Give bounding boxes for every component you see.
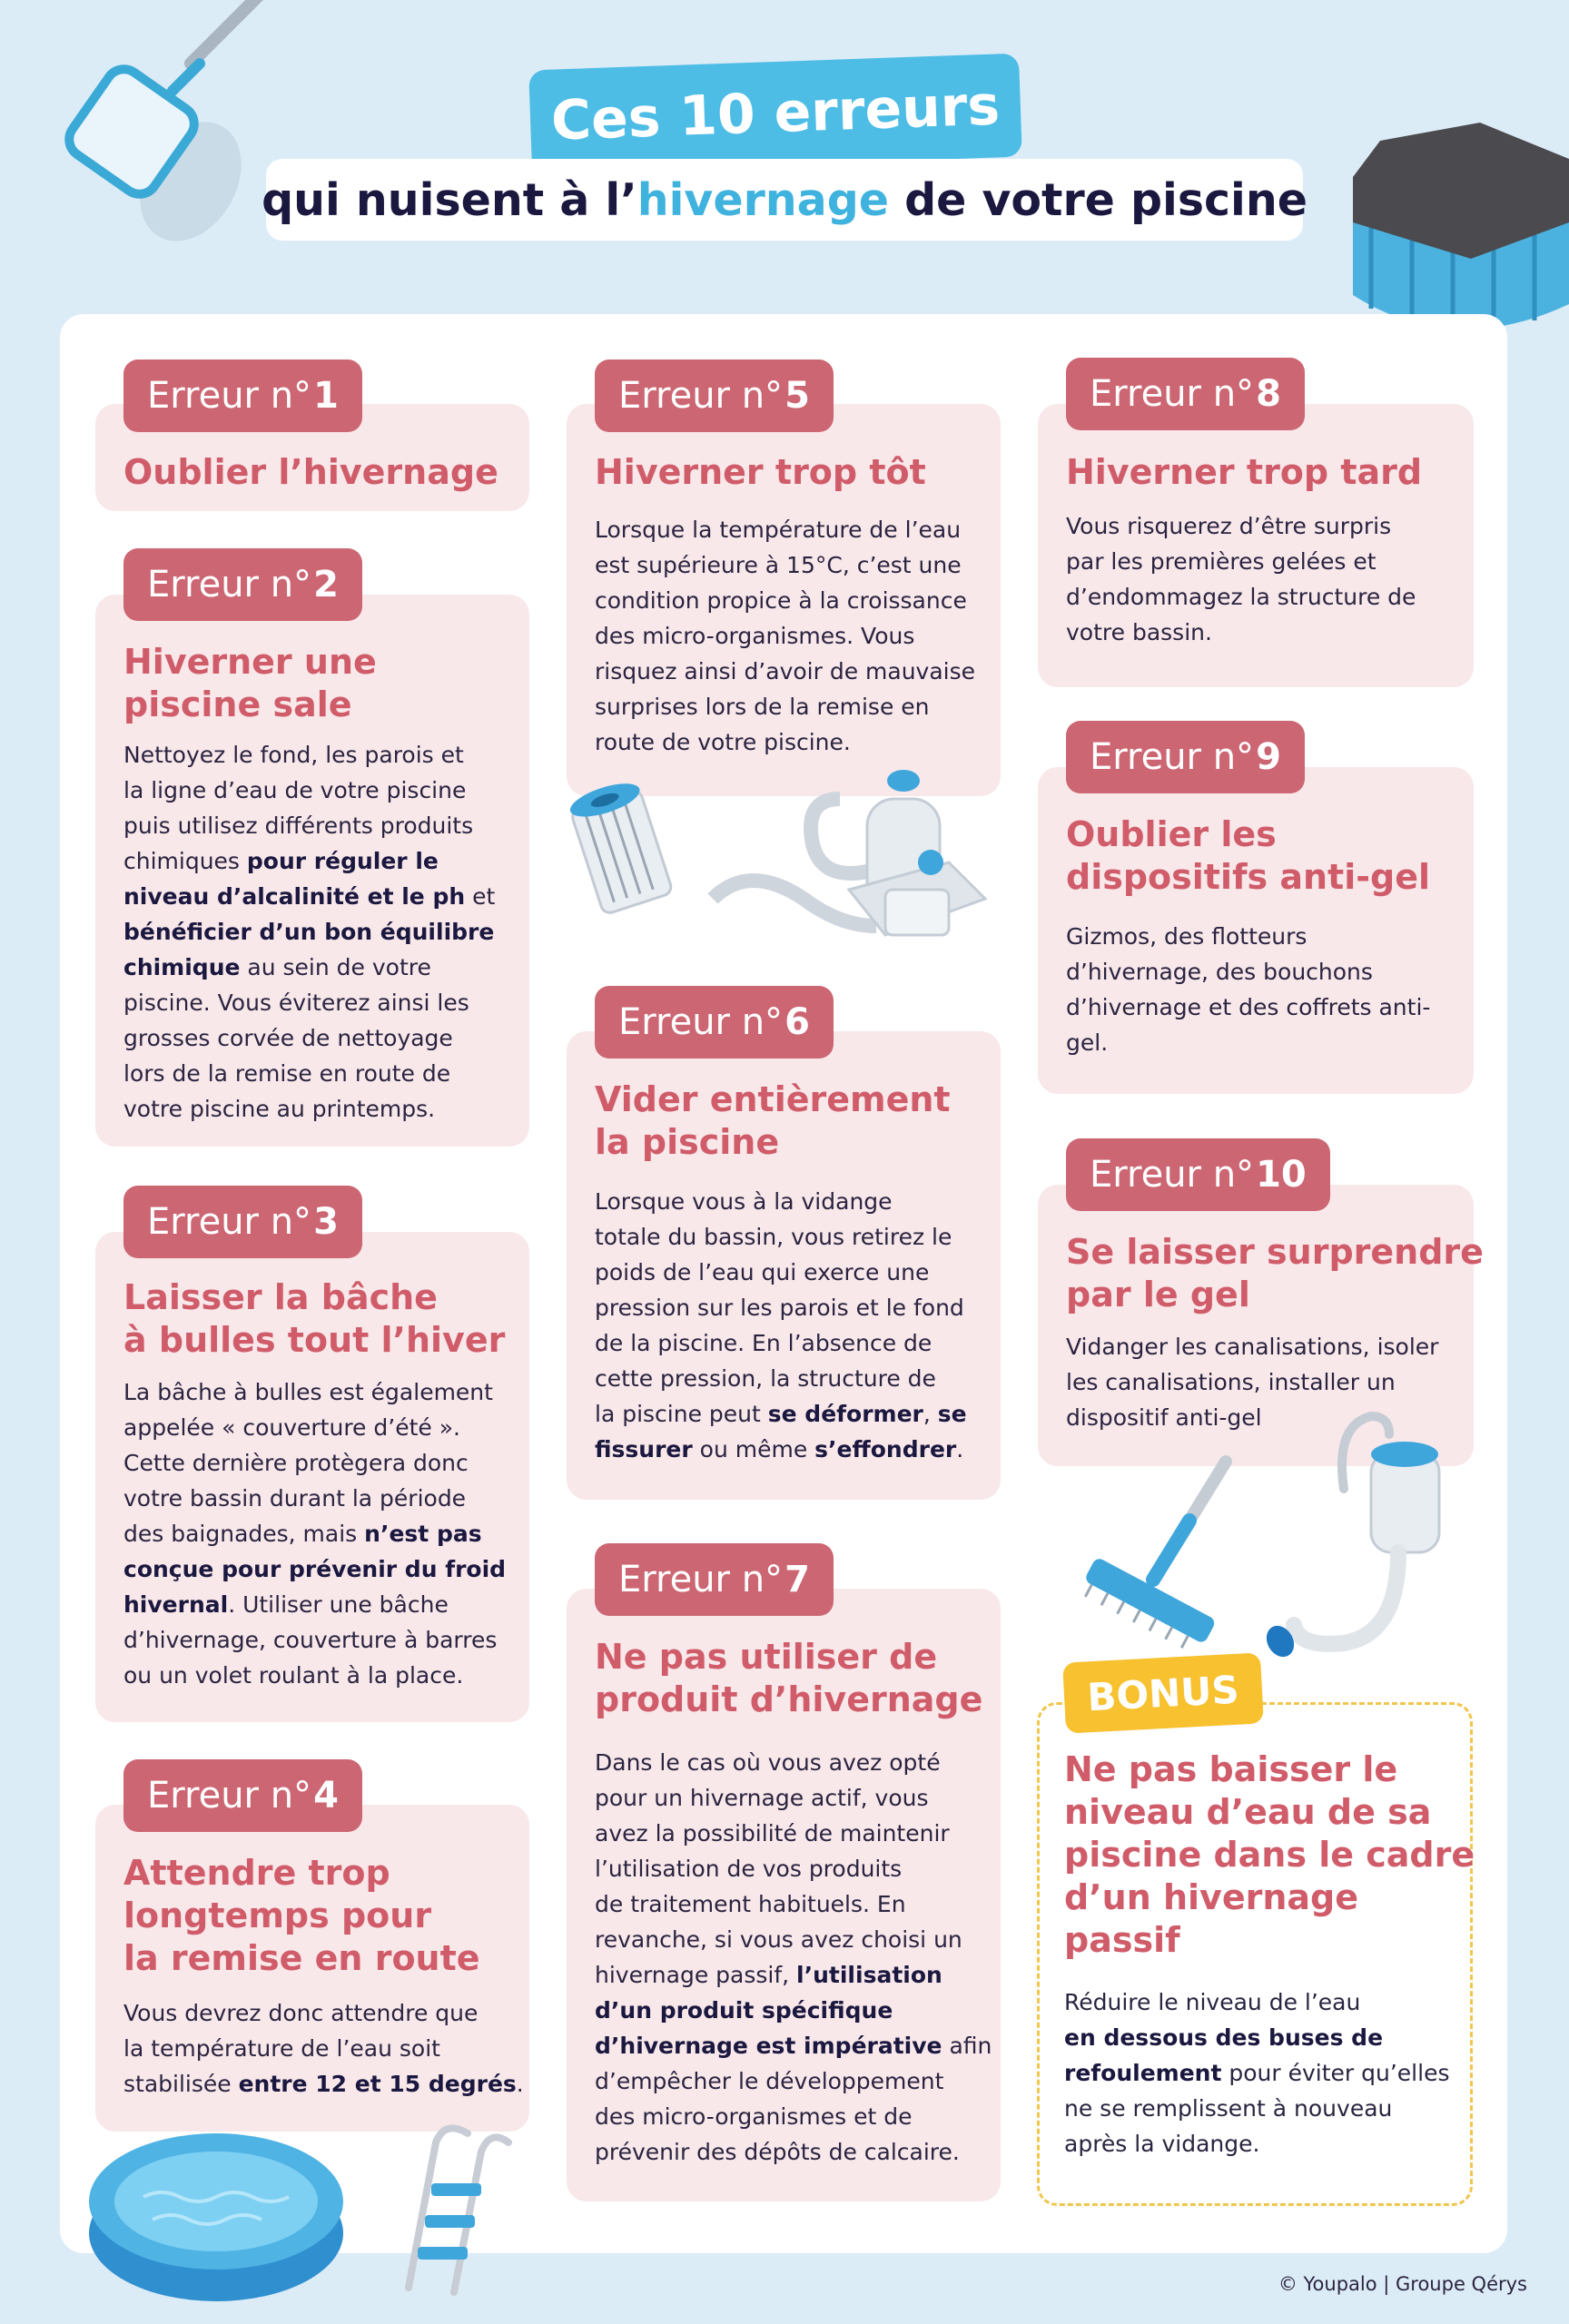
body-line: de traitement habituels. En [595,1891,906,1917]
body-line: ou un volet roulant à la place. [123,1662,464,1689]
body-text: ou même [692,1436,815,1462]
badge-prefix: Erreur n° [618,375,784,417]
body-line: votre bassin durant la période [123,1485,467,1512]
body-text: afin [942,2033,992,2059]
body-line [595,1957,992,1993]
body-text: la piscine peut [595,1401,768,1427]
error-badge-5 [595,359,834,432]
body-bold: niveau d’alcalinité et le ph [123,883,466,910]
body-line: piscine. Vous éviterez ainsi les [123,990,469,1016]
body-line [595,1432,967,1467]
error-title-8 [1066,451,1422,494]
title-line: Vider entièrement [595,1079,951,1119]
body-line: risquez ainsi d’avoir de mauvaise [595,658,976,684]
body-line: puis utilisez différents produits [123,812,474,839]
error-badge-10 [1066,1138,1330,1211]
error-badge-2 [123,548,362,621]
error-title-2 [123,641,377,726]
body-line: après la vidange. [1064,2131,1260,2157]
body-line: Vous risquerez d’être surpris [1066,513,1392,539]
body-line: des micro-organismes. Vous [595,623,915,649]
badge-number: 7 [784,1559,810,1600]
body-line: avez la possibilité de maintenir [595,1820,950,1846]
body-line [595,1396,967,1432]
body-line: prévenir des dépôts de calcaire. [595,2139,960,2165]
error-body-7 [595,1745,992,2170]
title-line: à bulles tout l’hiver [123,1320,506,1360]
body-line [1064,2055,1449,2091]
subtitle-before: qui nuisent à l’ [262,173,637,226]
error-title-9 [1066,813,1430,899]
badge-prefix: Erreur n° [147,564,312,606]
body-line [595,2028,992,2063]
badge-prefix: Erreur n° [1090,736,1255,778]
body-line: revanche, si vous avez choisi un [595,1926,962,1953]
body-bold: n’est pas [364,1521,482,1547]
body-line [123,2066,524,2102]
title-line: piscine dans le cadre [1064,1835,1475,1875]
body-line: gel. [1066,1029,1109,1056]
body-text: et [465,883,496,910]
error-badge-3 [123,1186,362,1258]
body-bold: s’effondrer [814,1436,957,1462]
title-line: Oublier l’hivernage [123,452,498,492]
body-line [123,1587,506,1622]
body-line: Réduire le niveau de l’eau [1064,1989,1361,2015]
body-line: grosses corvée de nettoyage [123,1025,453,1051]
body-line-bold: bénéficier d’un bon équilibre [123,919,495,945]
error-title-5 [595,451,926,494]
title-line: produit d’hivernage [595,1679,983,1719]
body-line: dispositif anti-gel [1066,1404,1262,1431]
error-body-2 [123,737,495,1127]
body-line: d’empêcher le développement [595,2068,944,2094]
badge-prefix: Erreur n° [1090,373,1255,415]
body-line: totale du bassin, vous retirez le [595,1224,952,1250]
body-bold: entre 12 et 15 degrés [238,2071,517,2097]
body-bold: l’utilisation [796,1962,942,1988]
body-text: hivernage passif, [595,1962,797,1988]
title-line: niveau d’eau de sa [1064,1792,1432,1832]
body-line: par les premières gelées et [1066,548,1377,575]
body-text: . Utiliser une bâche [228,1591,449,1618]
brush-skimmer-illustration [1071,1398,1453,1698]
bonus-label: BONUS [1086,1667,1240,1719]
body-text: . [516,2071,524,2097]
title-line: Ne pas utiliser de [595,1637,938,1677]
badge-number: 10 [1256,1154,1307,1196]
subtitle-highlight: hivernage [636,173,890,226]
error-badge-9 [1066,721,1305,793]
error-body-8 [1066,508,1416,650]
title-line: Se laisser surprendre [1066,1232,1484,1272]
title-line: dispositifs anti-gel [1066,857,1431,897]
body-bold: d’hivernage est impérative [595,2033,942,2059]
main-title-banner [528,54,1022,174]
body-bold: fissurer [595,1436,693,1462]
body-line: pression sur les parois et le fond [595,1295,964,1321]
badge-number: 2 [313,564,339,606]
body-text: . [956,1436,964,1462]
error-title-1 [123,451,498,494]
body-line: route de votre piscine. [595,729,851,755]
error-badge-7 [595,1543,834,1616]
body-line: ne se remplissent à nouveau [1064,2095,1393,2122]
body-line: d’hivernage, couverture à barres [123,1627,498,1653]
pool-ladder-illustration [381,2115,527,2297]
body-bold: se déformer [767,1401,923,1427]
main-title: Ces 10 erreurs [549,74,1002,153]
error-title-6 [595,1078,951,1164]
title-line: d’un hivernage [1064,1877,1359,1917]
body-line: de la piscine. En l’absence de [595,1330,933,1356]
body-line: la température de l’eau soit [123,2035,440,2062]
title-line: la remise en route [123,1938,480,1978]
title-line: passif [1064,1920,1180,1960]
body-line-bold: conçue pour prévenir du froid [123,1556,507,1582]
badge-number: 9 [1256,736,1281,778]
body-bold: pour réguler le [246,848,439,874]
error-body-5 [595,512,975,760]
body-line: pour un hivernage actif, vous [595,1785,929,1811]
body-line: surprises lors de la remise en [595,694,930,720]
badge-prefix: Erreur n° [618,1559,784,1600]
badge-number: 6 [784,1001,810,1043]
error-badge-8 [1066,358,1305,430]
body-text: au sein de votre [240,954,431,980]
subtitle-after: de votre piscine [889,173,1308,226]
body-line [123,1516,506,1551]
error-title-4 [123,1852,480,1980]
body-text: des baignades, mais [123,1521,365,1547]
error-badge-6 [595,986,834,1059]
bonus-badge [1062,1652,1264,1733]
body-line: est supérieure à 15°C, c’est une [595,552,962,578]
title-line: Hiverner trop tôt [595,452,926,492]
body-bold: chimique [123,954,241,980]
error-title-7 [595,1636,982,1721]
title-line: la piscine [595,1122,780,1162]
badge-prefix: Erreur n° [147,1775,312,1817]
error-badge-1 [123,359,362,432]
body-line: Vidanger les canalisations, isoler [1066,1334,1439,1360]
badge-prefix: Erreur n° [1090,1154,1255,1196]
body-line: lors de la remise en route de [123,1060,451,1087]
body-bold: se [937,1401,967,1427]
badge-prefix: Erreur n° [147,375,312,417]
body-text: stabilisée [123,2071,239,2097]
body-line: Gizmos, des flotteurs [1066,923,1308,950]
body-line [123,879,495,914]
body-line: d’hivernage, des bouchons [1066,959,1373,985]
body-line [123,843,495,879]
title-line: Hiverner trop tard [1066,452,1423,492]
body-line: Nettoyez le fond, les parois et [123,742,464,768]
title-line: Laisser la bâche [123,1277,438,1317]
inflatable-pool-illustration [80,2115,352,2315]
body-line: votre bassin. [1066,619,1212,645]
badge-number: 4 [313,1775,339,1817]
subtitle-banner [262,159,1308,241]
body-text: , [923,1401,938,1427]
title-line: longtemps pour [123,1896,432,1935]
body-line: cette pression, la structure de [595,1365,936,1392]
filter-pump-illustration [567,763,1003,971]
badge-prefix: Erreur n° [618,1001,784,1043]
body-line: Lorsque la température de l’eau [595,517,962,543]
body-line: l’utilisation de vos produits [595,1856,903,1882]
title-line: Oublier les [1066,814,1277,854]
error-body-3 [123,1374,506,1693]
body-line: d’endommagez la structure de [1066,584,1416,610]
body-text: chimiques [123,848,247,874]
title-line: par le gel [1066,1275,1250,1315]
error-badge-4 [123,1759,362,1832]
body-bold: refoulement [1064,2060,1222,2086]
error-body-9 [1066,919,1430,1060]
body-line: appelée « couverture d’été ». [123,1414,460,1441]
error-title-10 [1066,1231,1484,1316]
badge-number: 3 [313,1201,339,1243]
title-line: Ne pas baisser le [1064,1749,1398,1789]
body-line: Cette dernière protègera donc [123,1450,469,1476]
pool-net-illustration [54,0,263,254]
title-line: Hiverner une [123,642,377,682]
body-line-bold: d’un produit spécifique [595,1997,893,2024]
body-line: d’hivernage et des coffrets anti- [1066,994,1431,1020]
body-line: les canalisations, installer un [1066,1369,1396,1395]
error-title-3 [123,1276,505,1362]
body-line: condition propice à la croissance [595,587,967,614]
body-line-bold: en dessous des buses de [1064,2024,1384,2051]
body-bold: hivernal [123,1591,229,1618]
body-line: la ligne d’eau de votre piscine [123,777,467,803]
title-line: Attendre trop [123,1853,390,1893]
badge-number: 5 [784,375,810,417]
body-line: poids de l’eau qui exerce une [595,1259,930,1285]
error-body-4 [123,1995,524,2102]
body-line: votre piscine au printemps. [123,1096,436,1122]
body-line [123,950,495,985]
body-line: des micro-organismes et de [595,2103,913,2130]
body-line: La bâche à bulles est également [123,1379,493,1405]
bonus-body [1064,1984,1449,2162]
badge-number: 1 [313,375,339,417]
bonus-title [1064,1748,1475,1962]
error-body-6 [595,1184,967,1467]
footer-credit: © Youpalo | Groupe Qérys [1278,2273,1527,2295]
badge-number: 8 [1256,373,1281,415]
badge-prefix: Erreur n° [147,1201,312,1243]
title-line: piscine sale [123,684,352,724]
body-text: pour éviter qu’elles [1221,2060,1450,2086]
body-line: Vous devrez donc attendre que [123,2000,479,2026]
body-line: Lorsque vous à la vidange [595,1188,893,1215]
body-line: Dans le cas où vous avez opté [595,1749,941,1776]
